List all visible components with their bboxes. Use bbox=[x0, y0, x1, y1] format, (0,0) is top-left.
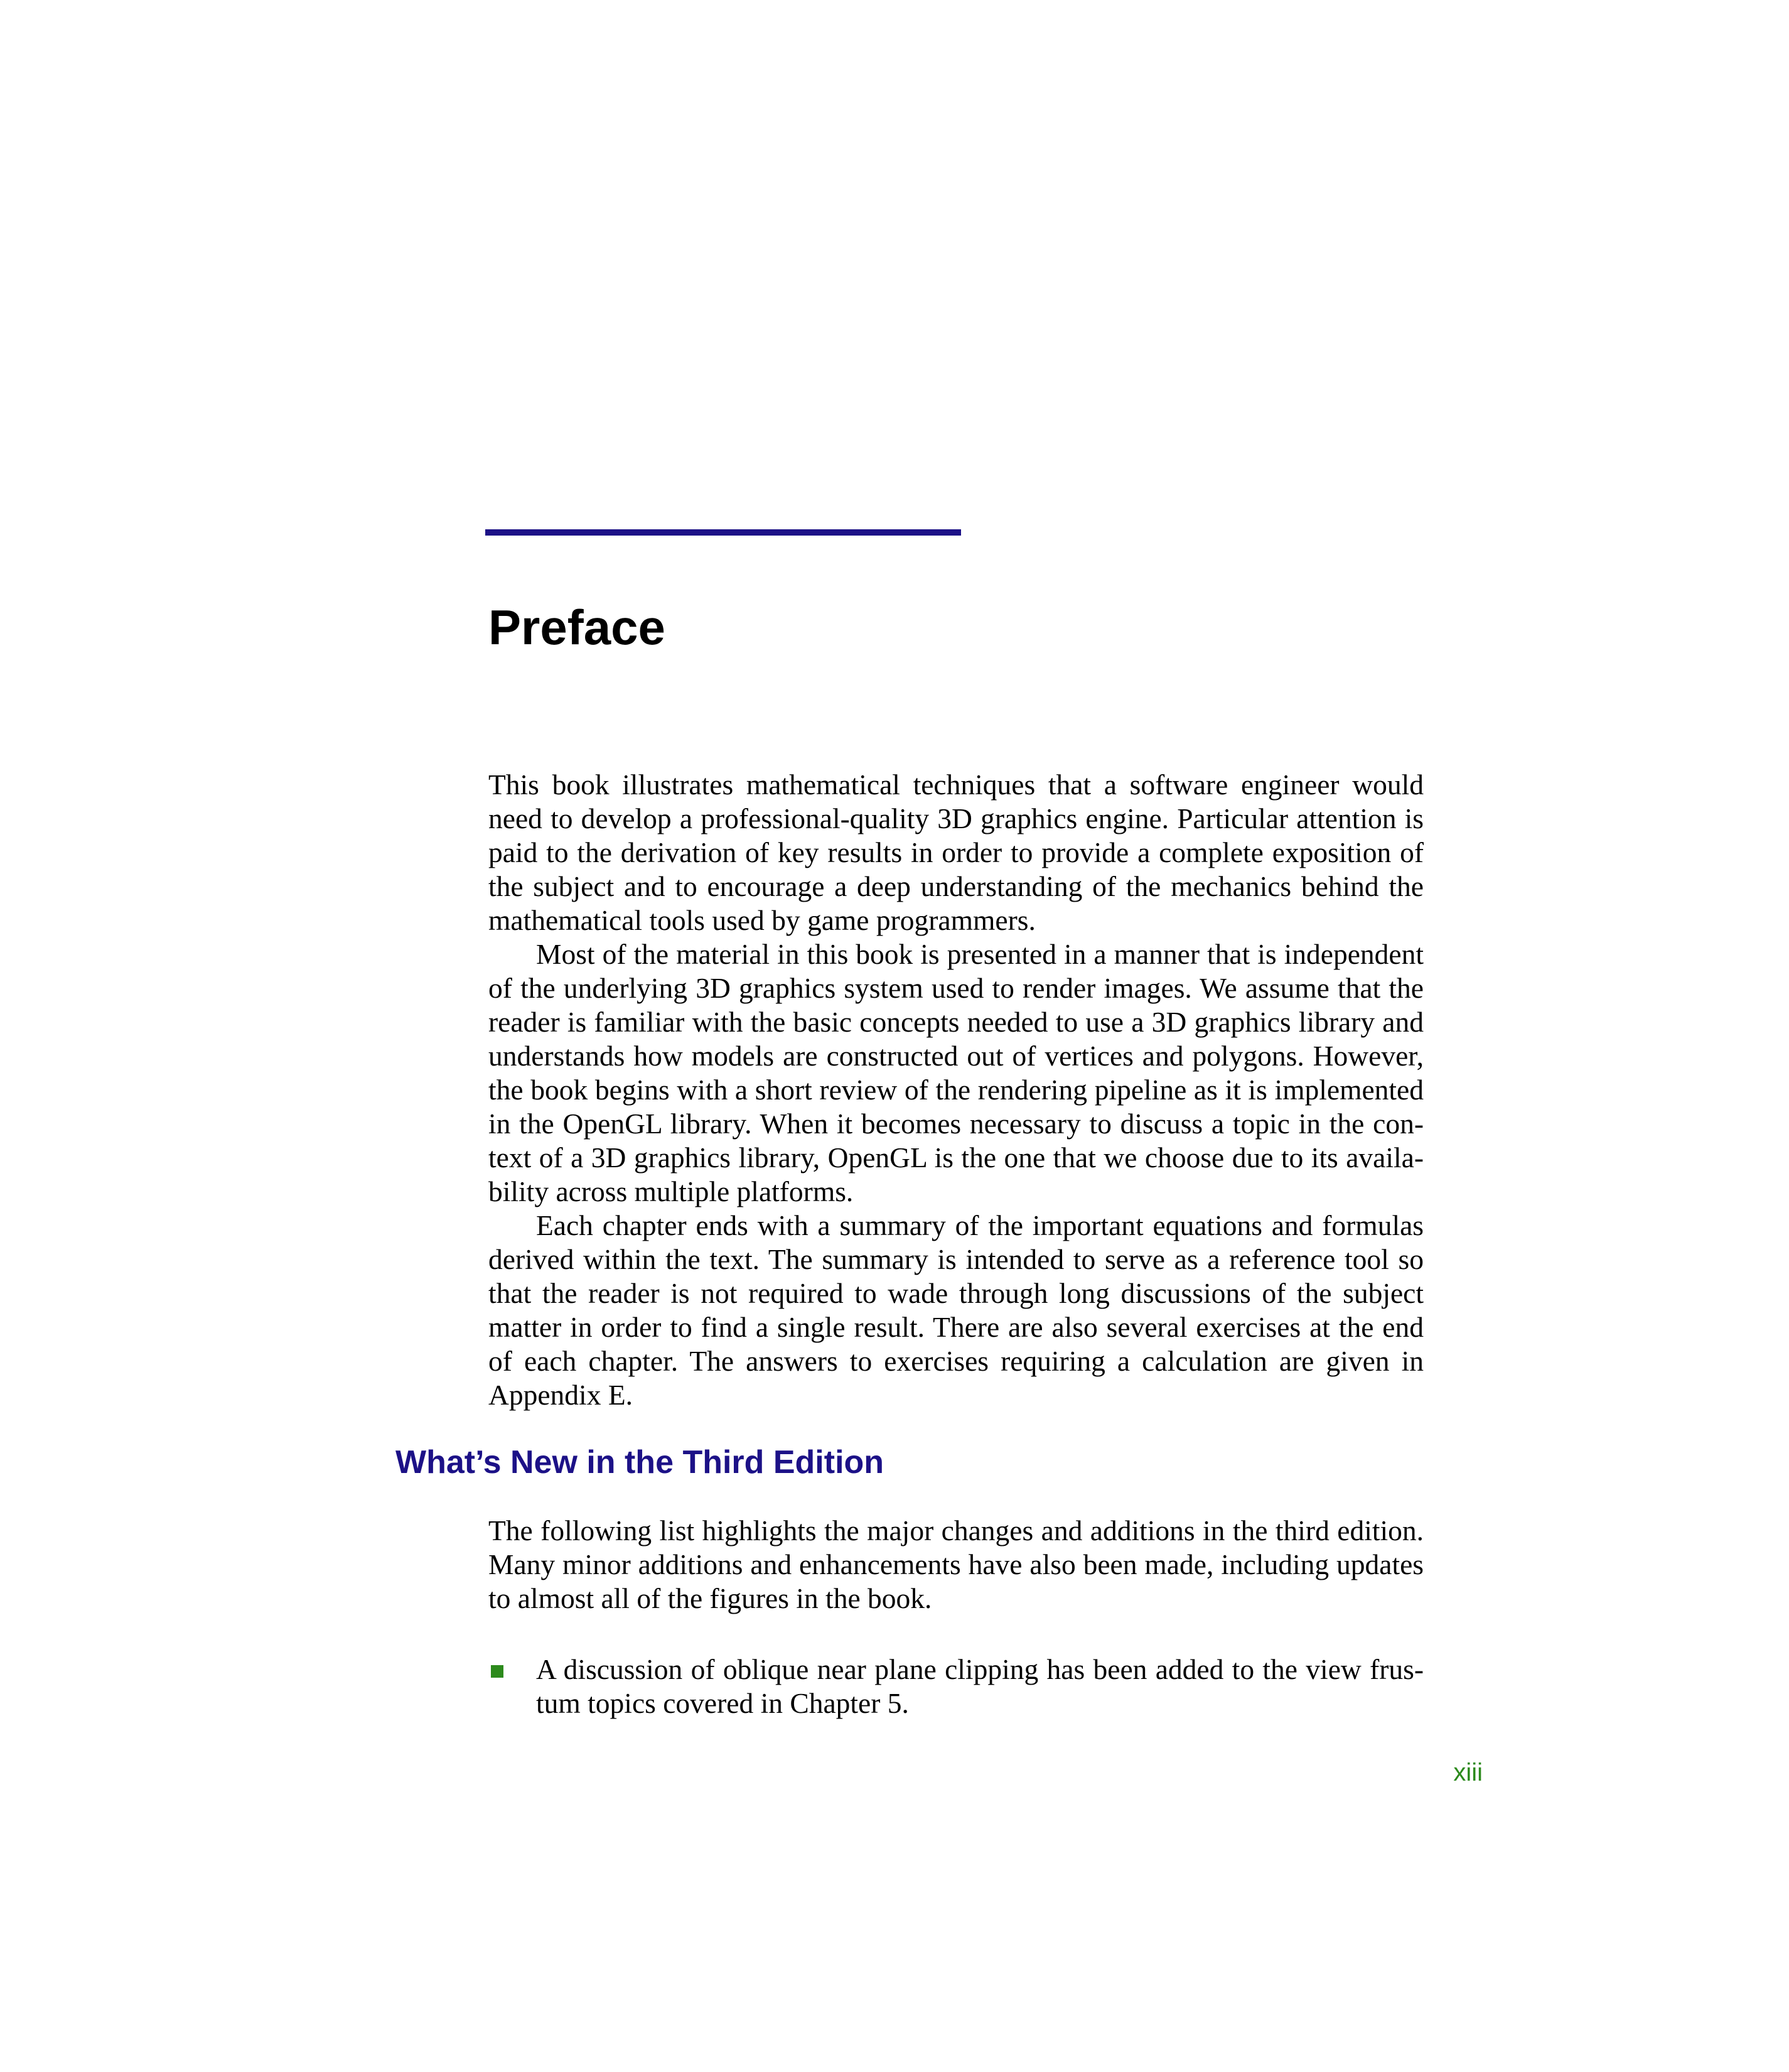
section-heading: What’s New in the Third Edition bbox=[395, 1444, 884, 1481]
chapter-title-rule bbox=[485, 529, 961, 536]
list-item-text: A discussion of oblique near plane clipping has been added to the view frustum topics covered in Chapter 5. bbox=[536, 1653, 1424, 1719]
preface-paragraph-2: Most of the material in this book is presented in a manner that is independent of the underlying 3D graphics system used to render images. We assume that the reader is familiar with the basic concepts needed to use a 3D graphics library and understands how models are constructed out of vertices and polygons. However, the book begins with a short review of the rendering pipeline as it is implemented in the OpenGL library. When it becomes necessary to discuss a topic in the context of a 3D graphics library, OpenGL is the one that we choose due to its availability across multiple platforms. bbox=[488, 938, 1424, 1207]
preface-body bbox=[488, 768, 1424, 1412]
preface-paragraph-1: This book illustrates mathematical techniques that a software engineer would need to develop a professional-quality 3D graphics engine. Particular attention is paid to the derivation of key results in order to provide a complete exposition of the subject and to encourage a deep understanding of the mechanics behind the mathematical tools used by game programmers. bbox=[488, 769, 1424, 936]
chapter-title: Preface bbox=[488, 600, 665, 655]
preface-paragraph-3: Each chapter ends with a summary of the important equations and formulas derived within the text. The summary is intended to serve as a reference tool so that the reader is not required to wade through long discussions of the subject matter in order to find a single result. There are also several exercises at the end of each chapter. The answers to exercises requiring a calculation are given in Appendix E. bbox=[488, 1209, 1424, 1411]
page-number: xiii bbox=[1453, 1759, 1483, 1786]
square-bullet-icon bbox=[491, 1665, 503, 1678]
list-item bbox=[488, 1653, 1424, 1720]
changes-list bbox=[488, 1653, 1424, 1720]
section-intro bbox=[488, 1514, 1424, 1616]
section-intro-paragraph: The following list highlights the major changes and additions in the third edition. Many minor additions and enhancements have also been made, including updates to almost all of the figures in the book. bbox=[488, 1514, 1424, 1614]
